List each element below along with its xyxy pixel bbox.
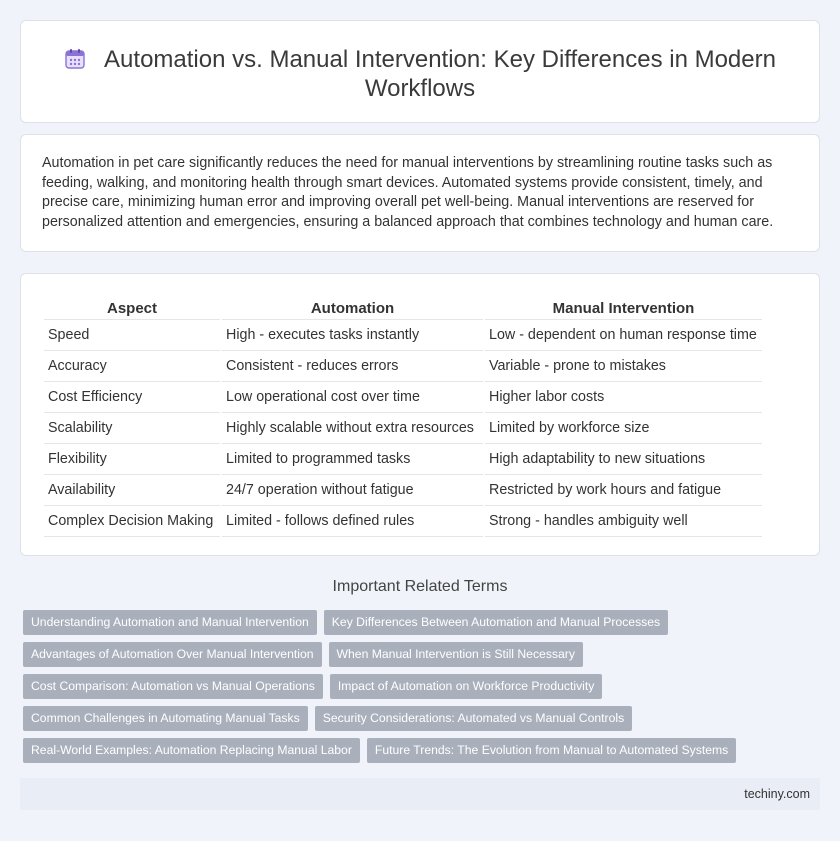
header-card bbox=[20, 20, 820, 123]
table-row bbox=[44, 320, 762, 351]
related-term-link[interactable]: Common Challenges in Automating Manual Tasks bbox=[23, 706, 308, 731]
related-term-link[interactable]: Future Trends: The Evolution from Manual to Automated Systems bbox=[367, 738, 736, 763]
tag-row bbox=[23, 706, 803, 738]
comparison-table-card bbox=[20, 273, 820, 556]
table-cell: Complex Decision Making bbox=[44, 506, 220, 537]
table-row bbox=[44, 506, 762, 537]
table-cell: Scalability bbox=[44, 413, 220, 444]
table-cell: Consistent - reduces errors bbox=[222, 351, 483, 382]
table-cell: Limited by workforce size bbox=[485, 413, 762, 444]
table-row bbox=[44, 444, 762, 475]
related-terms-heading: Important Related Terms bbox=[332, 578, 508, 595]
table-cell: Accuracy bbox=[44, 351, 220, 382]
column-header-aspect: Aspect bbox=[44, 294, 220, 320]
table-cell: Cost Efficiency bbox=[44, 382, 220, 413]
table-cell: Low operational cost over time bbox=[222, 382, 483, 413]
related-terms-list bbox=[23, 610, 803, 770]
tag-row bbox=[23, 642, 803, 674]
related-term-link[interactable]: Impact of Automation on Workforce Productivity bbox=[330, 674, 603, 699]
table-cell: 24/7 operation without fatigue bbox=[222, 475, 483, 506]
table-row bbox=[44, 351, 762, 382]
table-row bbox=[44, 382, 762, 413]
table-cell: Strong - handles ambiguity well bbox=[485, 506, 762, 537]
table-cell: Availability bbox=[44, 475, 220, 506]
related-term-link[interactable]: When Manual Intervention is Still Necessary bbox=[329, 642, 583, 667]
related-term-link[interactable]: Cost Comparison: Automation vs Manual Operations bbox=[23, 674, 323, 699]
column-header-manual: Manual Intervention bbox=[485, 294, 762, 320]
page-title-wrap bbox=[21, 45, 819, 103]
table-cell: Variable - prone to mistakes bbox=[485, 351, 762, 382]
related-term-link[interactable]: Key Differences Between Automation and Manual Processes bbox=[324, 610, 668, 635]
table-cell: High adaptability to new situations bbox=[485, 444, 762, 475]
related-term-link[interactable]: Security Considerations: Automated vs Manual Controls bbox=[315, 706, 632, 731]
footer-bar bbox=[20, 778, 820, 810]
tag-row bbox=[23, 738, 803, 770]
table-cell: Restricted by work hours and fatigue bbox=[485, 475, 762, 506]
table-cell: Higher labor costs bbox=[485, 382, 762, 413]
table-cell: Highly scalable without extra resources bbox=[222, 413, 483, 444]
table-row bbox=[44, 475, 762, 506]
page-title: Automation vs. Manual Intervention: Key Differences in Modern Workflows bbox=[104, 46, 776, 102]
calendar-icon bbox=[64, 48, 86, 70]
table-cell: Speed bbox=[44, 320, 220, 351]
column-header-automation: Automation bbox=[222, 294, 483, 320]
tag-row bbox=[23, 610, 803, 642]
related-term-link[interactable]: Understanding Automation and Manual Intervention bbox=[23, 610, 317, 635]
table-row bbox=[44, 413, 762, 444]
related-term-link[interactable]: Advantages of Automation Over Manual Intervention bbox=[23, 642, 322, 667]
table-header-row bbox=[44, 294, 762, 320]
table-cell: Low - dependent on human response time bbox=[485, 320, 762, 351]
table-cell: Limited - follows defined rules bbox=[222, 506, 483, 537]
table-cell: Flexibility bbox=[44, 444, 220, 475]
comparison-table bbox=[42, 294, 764, 537]
footer-site-link[interactable]: techiny.com bbox=[744, 787, 810, 801]
intro-card bbox=[20, 134, 820, 252]
table-cell: Limited to programmed tasks bbox=[222, 444, 483, 475]
intro-paragraph: Automation in pet care significantly reduces the need for manual interventions by streamlining routine tasks such as feeding, walking, and monitoring health through smart devices. Automated systems provide consistent, timely, and precise care, minimizing human error and improving overall pet well-being. Manual interventions are reserved for personalized attention and emergencies, ensuring a balanced approach that combines technology and human care. bbox=[42, 155, 774, 230]
tag-row bbox=[23, 674, 803, 706]
related-term-link[interactable]: Real-World Examples: Automation Replacing Manual Labor bbox=[23, 738, 360, 763]
table-cell: High - executes tasks instantly bbox=[222, 320, 483, 351]
